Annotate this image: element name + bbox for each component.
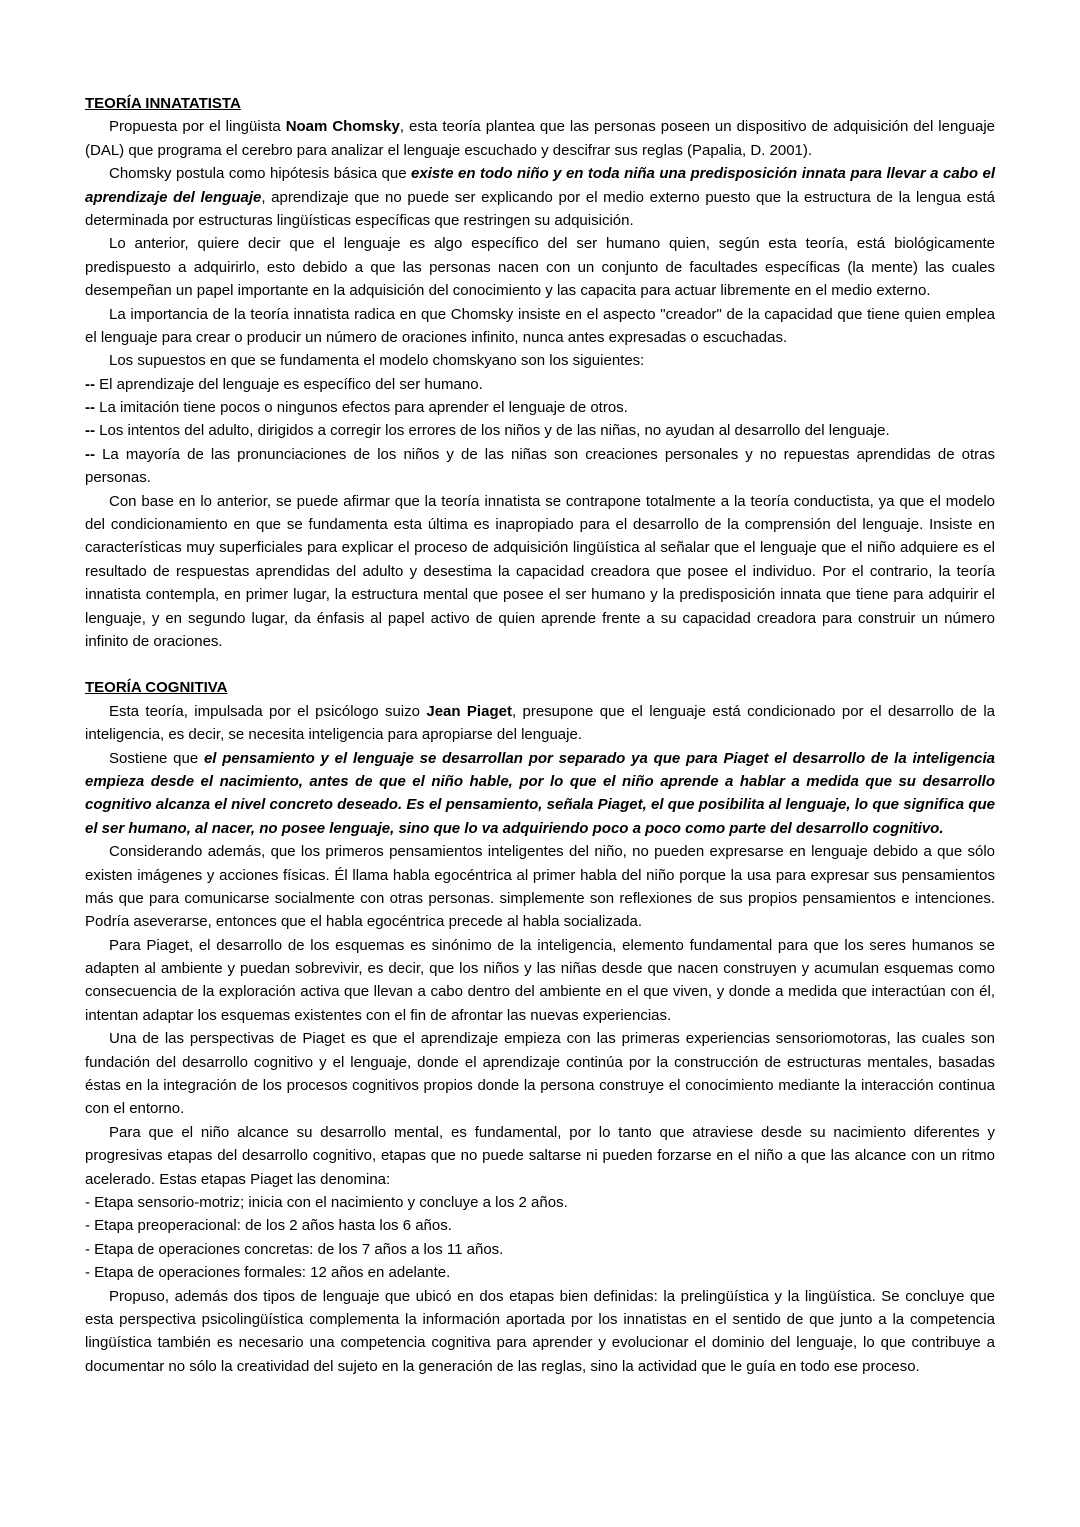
paragraph [85, 349, 995, 372]
text-run: Noam Chomsky [285, 118, 400, 136]
paragraph [85, 303, 995, 350]
text-run: Propuesta por el lingüista [109, 118, 286, 136]
text-run: Jean Piaget [426, 702, 512, 720]
text-run: Los intentos del adulto, dirigidos a corregir los errores de los niños y de las niñas, no ayudan al desarrollo del lenguaje. [95, 422, 890, 440]
paragraph [85, 1027, 995, 1121]
list-item [85, 1261, 995, 1284]
list-item [85, 373, 995, 396]
text-run: Chomsky postula como hipótesis básica que [109, 165, 412, 183]
text-run: Con base en lo anterior, se puede afirmar que la teoría innatista se contrapone totalmente a la teoría conductista, ya que el modelo del condicionamiento en que se fundamenta esta última es inapropiado para el desarrollo de la comprensión del lenguaje. Insiste en características muy superficiales para explicar el proceso de adquisición lingüística al señalar que el lenguaje que el niño adquiere es el resultado de respuestas aprendidas del adulto y desestima la capacidad creadora que posee el individuo. Por el contrario, la teoría innatista contempla, en primer lugar, la estructura mental que posee el ser humano y la predisposición innata que tiene para adquirir el lenguaje, y en segundo lugar, da énfasis al papel activo de quien aprende frente a su capacidad creadora para construir un número infinito de oraciones. [85, 492, 995, 650]
text-run: , aprendizaje que no puede ser explicando por el medio externo puesto que la estructura de la lengua está determinada por estructuras lingüísticas específicas que restringen su adquisición. [85, 188, 995, 229]
paragraph [85, 1285, 995, 1379]
paragraph [85, 115, 995, 162]
text-run: - Etapa sensorio-motriz; inicia con el nacimiento y concluye a los 2 años. [85, 1193, 568, 1211]
text-run: El aprendizaje del lenguaje es específico del ser humano. [95, 375, 483, 393]
text-run: Para que el niño alcance su desarrollo mental, es fundamental, por lo tanto que atraviese desde su nacimiento diferentes y progresivas etapas del desarrollo cognitivo, etapas que no puede saltarse ni pueden forzarse en el niño a que las alcance con un ritmo acelerado. Estas etapas Piaget las denomina: [85, 1123, 995, 1188]
text-run: existe en todo niño y en toda niña una predisposición innata para llevar a cabo el aprendizaje del lenguaje [85, 165, 995, 206]
text-run: - Etapa preoperacional: de los 2 años hasta los 6 años. [85, 1217, 452, 1235]
text-run: , esta teoría plantea que las personas poseen un dispositivo de adquisición del lenguaje (DAL) que programa el cerebro para analizar el lenguaje escuchado y descifrar sus reglas (Papalia, D. 2001). [85, 118, 996, 159]
text-run: La imitación tiene pocos o ningunos efectos para aprender el lenguaje de otros. [95, 399, 628, 417]
paragraph [85, 232, 995, 302]
text-run: Una de las perspectivas de Piaget es que el aprendizaje empieza con las primeras experiencias sensoriomotoras, las cuales son fundación del desarrollo cognitivo y el lenguaje, donde el aprendizaje continúa por la construcción de estructuras mentales, basadas éstas en la integración de los procesos cognitivos propios donde la persona construye el conocimiento mediante la interacción continua con el entorno. [85, 1030, 995, 1118]
list-item [85, 1191, 995, 1214]
section-heading: TEORÍA INNATATISTA [85, 95, 241, 112]
paragraph [85, 747, 995, 841]
text-run: el pensamiento y el lenguaje se desarrollan por separado ya que para Piaget el desarrollo de la inteligencia empieza desde el nacimiento, antes de que el niño hable, por lo que el niño aprende a hablar a medida que su desarrollo cognitivo alcanza el nivel concreto deseado. Es el pensamiento, señala Piaget, el que posibilita al lenguaje, lo que significa que el ser humano, al nacer, no posee lenguaje, sino que lo va adquiriendo poco a poco como parte del desarrollo cognitivo. [85, 749, 995, 837]
text-run: -- [85, 375, 95, 393]
text-run: Sostiene que [109, 749, 204, 767]
text-run: - Etapa de operaciones concretas: de los 7 años a los 11 años. [85, 1240, 504, 1258]
list-item [85, 1238, 995, 1261]
text-run: La importancia de la teoría innatista radica en que Chomsky insiste en el aspecto "creador" de la capacidad que tiene quien emplea el lenguaje para crear o producir un número de oraciones infinito, nunca antes expresadas o escuchadas. [85, 305, 995, 346]
document-section [85, 92, 995, 653]
paragraph [85, 490, 995, 654]
paragraph [85, 840, 995, 934]
paragraph [85, 162, 995, 232]
paragraph [85, 934, 995, 1028]
text-run: Lo anterior, quiere decir que el lenguaje es algo específico del ser humano quien, según esta teoría, está biológicamente predispuesto a adquirirlo, esto debido a que las personas nacen con un conjunto de facultades específicas (la mente) las cuales desempeñan un papel importante en la adquisición del conocimiento y las capacita para actuar libremente en el medio externo. [85, 235, 995, 300]
list-item [85, 396, 995, 419]
paragraph [85, 700, 995, 747]
list-item [85, 419, 995, 442]
text-run: Esta teoría, impulsada por el psicólogo suizo [109, 702, 427, 720]
text-run: -- [85, 422, 95, 440]
text-run: - Etapa de operaciones formales: 12 años en adelante. [85, 1264, 451, 1282]
document-content [85, 92, 995, 1378]
document-section [85, 676, 995, 1378]
text-run: Para Piaget, el desarrollo de los esquemas es sinónimo de la inteligencia, elemento fundamental para que los seres humanos se adapten al ambiente y puedan sobrevivir, es decir, que los niños y las niñas desde que nacen construyen y acumulan esquemas como consecuencia de la exploración activa que llevan a cabo dentro del ambiente en el que viven, y donde a medida que interactúan con él, intentan adaptar los esquemas existentes con el fin de afrontar las nuevas experiencias. [85, 936, 995, 1024]
text-run: Considerando además, que los primeros pensamientos inteligentes del niño, no pueden expresarse en lenguaje debido a que sólo existen imágenes y acciones físicas. Él llama habla egocéntrica al primer habla del niño porque la usa para expresar sus pensamientos más que para comunicarse socialmente con otras personas. simplemente son reflexiones de sus propios pensamientos e intenciones. Podría aseverarse, entonces que el habla egocéntrica precede al habla socializada. [85, 843, 995, 931]
text-run: Los supuestos en que se fundamenta el modelo chomskyano son los siguientes: [109, 352, 645, 370]
section-heading: TEORÍA COGNITIVA [85, 679, 228, 697]
text-run: -- [85, 399, 95, 417]
text-run: , presupone que el lenguaje está condicionado por el desarrollo de la inteligencia, es decir, se necesita inteligencia para apropiarse del lenguaje. [85, 702, 995, 744]
list-item [85, 1214, 995, 1237]
text-run: Propuso, además dos tipos de lenguaje que ubicó en dos etapas bien definidas: la prelingüística y la lingüística. Se concluye que esta perspectiva psicolingüística complementa la información aportada por los innatistas en el sentido de que junto a la competencia lingüística también es necesario una competencia cognitiva para aprender y evolucionar el dominio del lenguaje, lo que contribuye a documentar no sólo la creatividad del sujeto en la generación de las reglas, sino la actividad que le guía en todo ese proceso. [85, 1287, 995, 1375]
paragraph [85, 1121, 995, 1191]
text-run: La mayoría de las pronunciaciones de los niños y de las niñas son creaciones personales y no repuestas aprendidas de otras personas. [85, 445, 995, 487]
text-run: -- [85, 445, 95, 463]
list-item [85, 443, 995, 490]
